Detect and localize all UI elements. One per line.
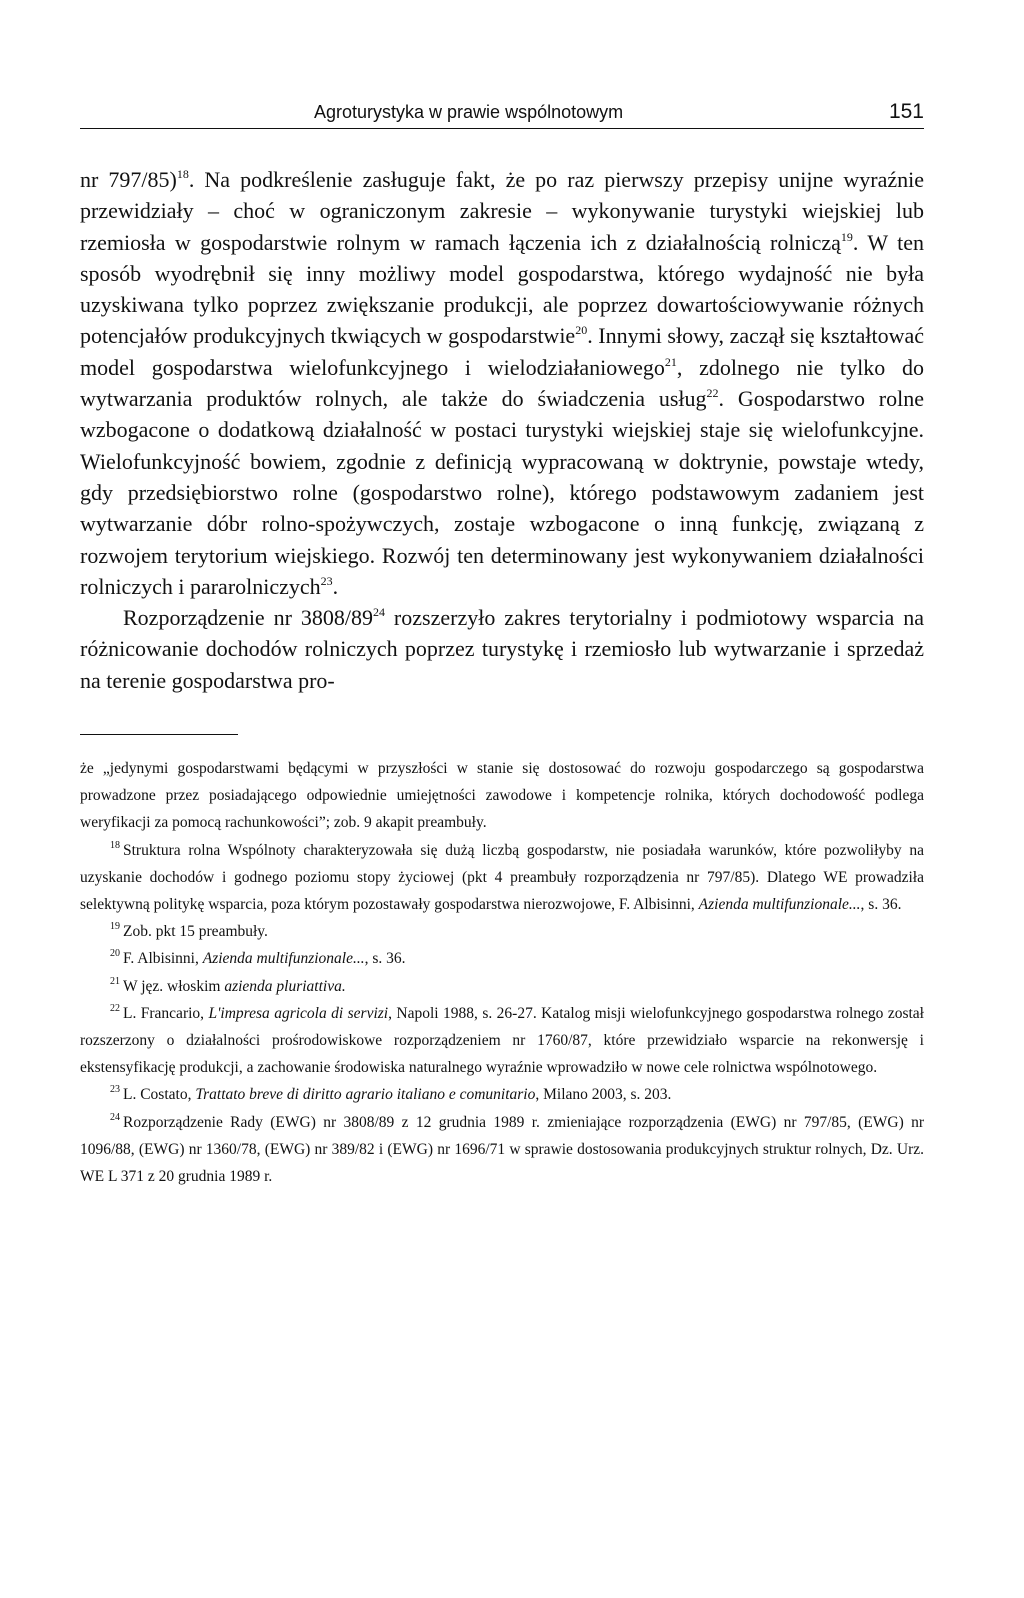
footnote-work-title: Trattato breve di diritto agrario italiano e comunitario [195,1086,536,1104]
running-header [80,92,924,129]
footnote-text: , Napoli 1988, s. 26-27. Katalog misji wielofunkcyjnego gospodarstwa rolnego został rozszerzony o działalności prośrodowiskowe rozporządzeniem nr 1760/87, które przewidziało wsparcie na rekonwersję i ekstensyfikację produkcji, a zachowanie środowiska naturalnego wyraźnie wprowadziło w nowe cele rolnictwa wspólnotowego. [80,1004,924,1077]
footnote-text: , Milano 2003, s. 203. [535,1086,672,1104]
page-number: 151 [888,100,924,123]
footnote-23 [80,1081,924,1108]
footnote-work-title: Azienda multifunzionale... [698,896,861,914]
footnote-text: L. Francario, [123,1004,209,1022]
text-span: , zdolnego nie tylko do wytwarzania produktów rolnych, ale także do świadczenia usług [80,354,924,412]
text-span: . Gospodarstwo rolne wzbogacone o dodatkową działalność w postaci turystyki wiejskiej staje się wielofunkcyjne. Wielofunkcyjność bowiem, zgodnie z definicją wypracowaną w doktrynie, powstaje wtedy, gdy przedsiębiorstwo rolne (gospodarstwo rolne), którego podstawowym zadaniem jest wytwarzanie dóbr rolno-spożywczych, zostaje wzbogacone o inną funkcję, związaną z rozwojem terytorium wiejskiego. Rozwój ten determinowany jest wykonywaniem działalności rolniczych i pararolniczych [80,386,924,599]
footnote-text: W jęz. włoskim [123,977,225,995]
footnote-ref-22: 22 [706,386,719,401]
footnote-ref-24: 24 [373,605,385,620]
footnote-ref-19: 19 [840,229,853,244]
footnote-text: , s. 36. [364,950,406,968]
running-title: Agroturystyka w prawie wspólnotowym [314,102,624,122]
footnote-text: Zob. pkt 15 preambuły. [123,923,268,941]
footnote-text: Struktura rolna Wspólnoty charakteryzowała się dużą liczbą gospodarstw, nie posiadała warunków, które pozwoliłyby na uzyskanie dochodów i godnego poziomu stopy życiowej (pkt 4 preambuły rozporządzenia nr 797/85). Dlatego WE prowadziła selektywną politykę wsparcia, poza którym pozostawały gospodarstwa nierozwojowe, F. Albisinni, [80,841,924,914]
footnote-work-title: L'impresa agricola di servizi [208,1004,389,1022]
footnote-number: 23 [110,1084,120,1096]
footnotes [80,755,924,1190]
text-span: rozszerzyło zakres terytorialny i podmiotowy wsparcia na różnicowanie dochodów rolniczych poprzez turystykę i rzemiosło lub wytwarzanie i sprzedaż na terenie gospodarstwa pro- [80,605,924,693]
footnote-number: 21 [110,975,120,987]
paragraph-1 [80,164,924,602]
footnote-number: 18 [110,839,120,851]
footnote-text: F. Albisinni, [123,950,203,968]
footnote-number: 20 [110,948,120,960]
footnote-ref-20: 20 [575,323,588,338]
footnote-21 [80,973,924,1000]
footnote-text: L. Costato, [123,1086,196,1104]
footnote-work-title: Azienda multifunzionale... [202,950,365,968]
paragraph-2 [80,602,924,696]
footnote-text: Rozporządzenie Rady (EWG) nr 3808/89 z 12 grudnia 1989 r. zmieniające rozporządzenia (EWG) nr 797/85, (EWG) nr 1096/88, (EWG) nr 1360/78, (EWG) nr 389/82 i (EWG) nr 1696/71 w sprawie dostosowania produkcyjnych struktur rolnych, Dz. Urz. WE L 371 z 20 grudnia 1989 r. [80,1113,924,1186]
text-span: . Na podkreślenie zasługuje fakt, że po raz pierwszy przepisy unijne wyraźnie przewidziały – choć w ograniczonym zakresie – wykonywanie turystyki wiejskiej lub rzemiosła w gospodarstwie rolnym w ramach łączenia ich z działalnością rolniczą [80,167,924,255]
text-span: nr 797/85) [80,167,177,192]
footnote-term: azienda pluriattiva. [224,977,346,995]
footnote-ref-18: 18 [176,167,189,181]
footnote-separator [80,734,238,735]
footnote-22 [80,1000,924,1082]
text-span: Rozporządzenie nr 3808/89 [123,605,373,631]
footnote-18 [80,837,924,919]
footnote-number: 19 [110,921,120,933]
main-text [80,164,924,696]
footnote-number: 24 [110,1111,120,1123]
footnote-number: 22 [110,1002,120,1014]
text-span: . Innymi słowy, zaczął się kształtować model gospodarstwa wielofunkcyjnego i wielodziałaniowego [80,323,925,380]
footnote-ref-21: 21 [664,354,677,369]
footnote-24 [80,1109,924,1191]
footnote-ref-23: 23 [320,573,333,588]
footnote-continuation: że „jedynymi gospodarstwami będącymi w przyszłości w stanie się dostosować do rozwoju gospodarczego są gospodarstwa prowadzone przez posiadającego odpowiednie umiejętności zawodowe i kompetencje rolnika, których dochodowość podlega weryfikacji za pomocą rachunkowości”; zob. 9 akapit preambuły. [80,760,924,832]
text-span: . W ten sposób wyodrębnił się inny możliwy model gospodarstwa, którego wydajność nie była uzyskiwana tylko poprzez zwiększanie produkcji, ale poprzez dowartościowywanie różnych potencjałów produkcyjnych tkwiących w gospodarstwie [80,229,924,349]
footnote-19 [80,918,924,945]
text-span: . [332,573,339,599]
book-page [80,92,924,1190]
footnote-text: , s. 36. [860,896,902,914]
footnote-20 [80,945,924,972]
